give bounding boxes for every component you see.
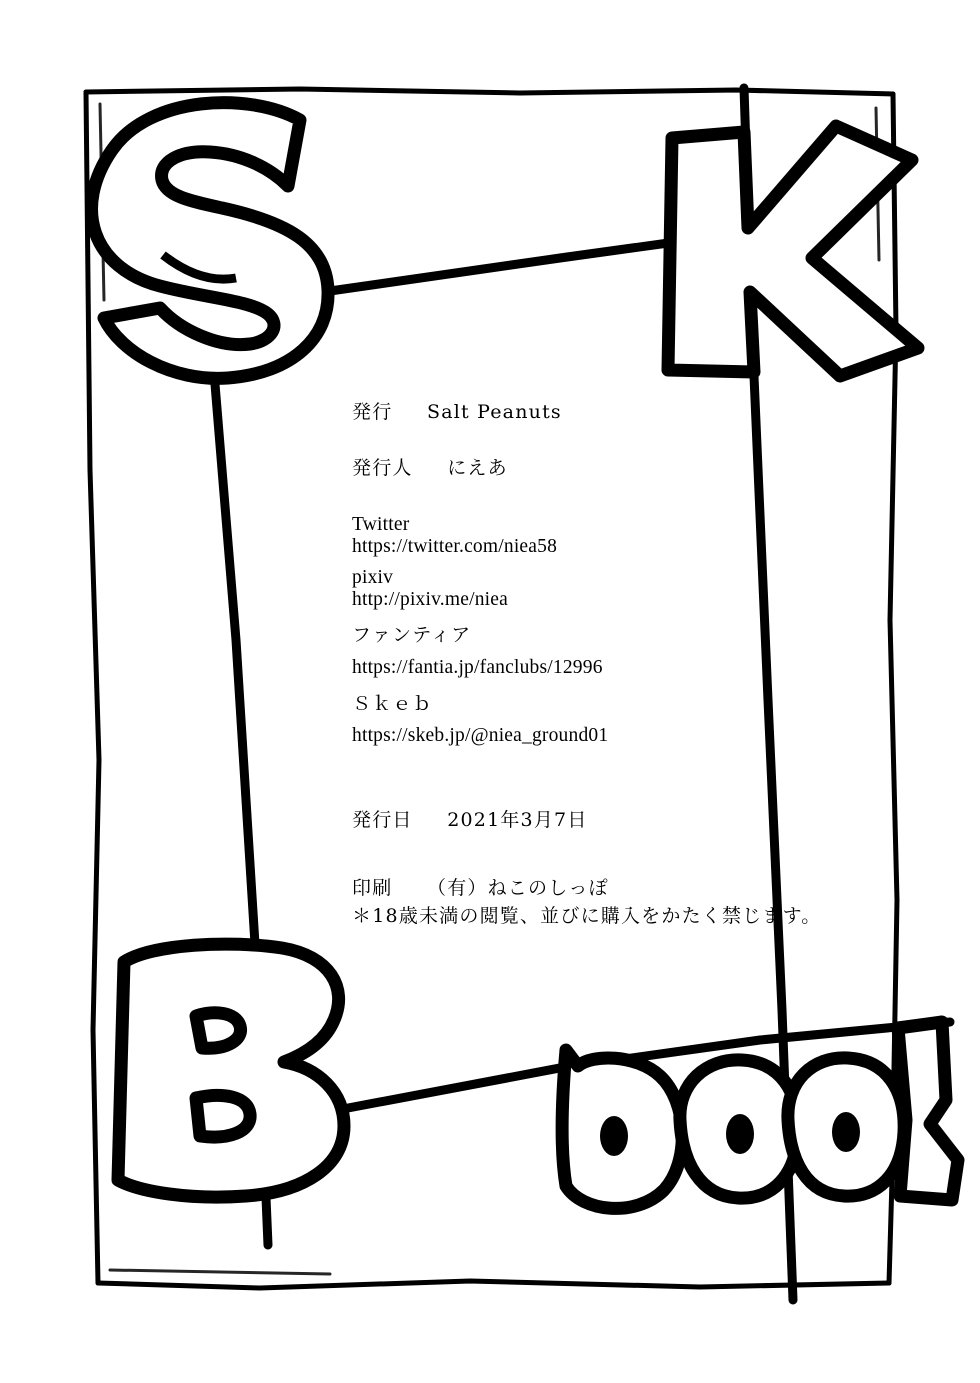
age-warning: ＊18歳未満の閲覧、並びに購入をかたく禁じます。 xyxy=(352,904,822,927)
publisher-line xyxy=(352,402,832,424)
publish-date-line xyxy=(352,810,832,832)
letter-b xyxy=(118,944,344,1197)
date-value: 2021年3月7日 xyxy=(447,808,588,831)
fantia-service: ファンティア xyxy=(352,624,472,647)
twitter-service: Twitter xyxy=(352,513,410,535)
colophon-block xyxy=(352,402,832,927)
letter-k xyxy=(668,126,918,376)
author-name: にえあ xyxy=(447,456,508,479)
pixiv-service: pixiv xyxy=(352,566,394,588)
twitter-url[interactable]: https://twitter.com/niea58 xyxy=(352,536,558,558)
date-label: 発行日 xyxy=(352,808,413,831)
letter-s xyxy=(92,103,329,379)
skeb-url[interactable]: https://skeb.jp/@niea_ground01 xyxy=(352,725,609,747)
pixiv-url[interactable]: http://pixiv.me/niea xyxy=(352,588,509,610)
publisher-label: 発行 xyxy=(352,401,393,423)
printer-label: 印刷 xyxy=(352,876,393,899)
letter-book xyxy=(562,1022,958,1208)
fantia-url[interactable]: https://fantia.jp/fanclubs/12996 xyxy=(352,657,603,679)
printer-line xyxy=(352,878,832,900)
publisher-name: Salt Peanuts xyxy=(427,401,562,423)
author-line xyxy=(352,458,832,480)
author-label: 発行人 xyxy=(352,456,413,479)
skeb-service: Ｓｋｅｂ xyxy=(352,692,433,715)
printer-name: （有）ねこのしっぽ xyxy=(427,876,609,899)
